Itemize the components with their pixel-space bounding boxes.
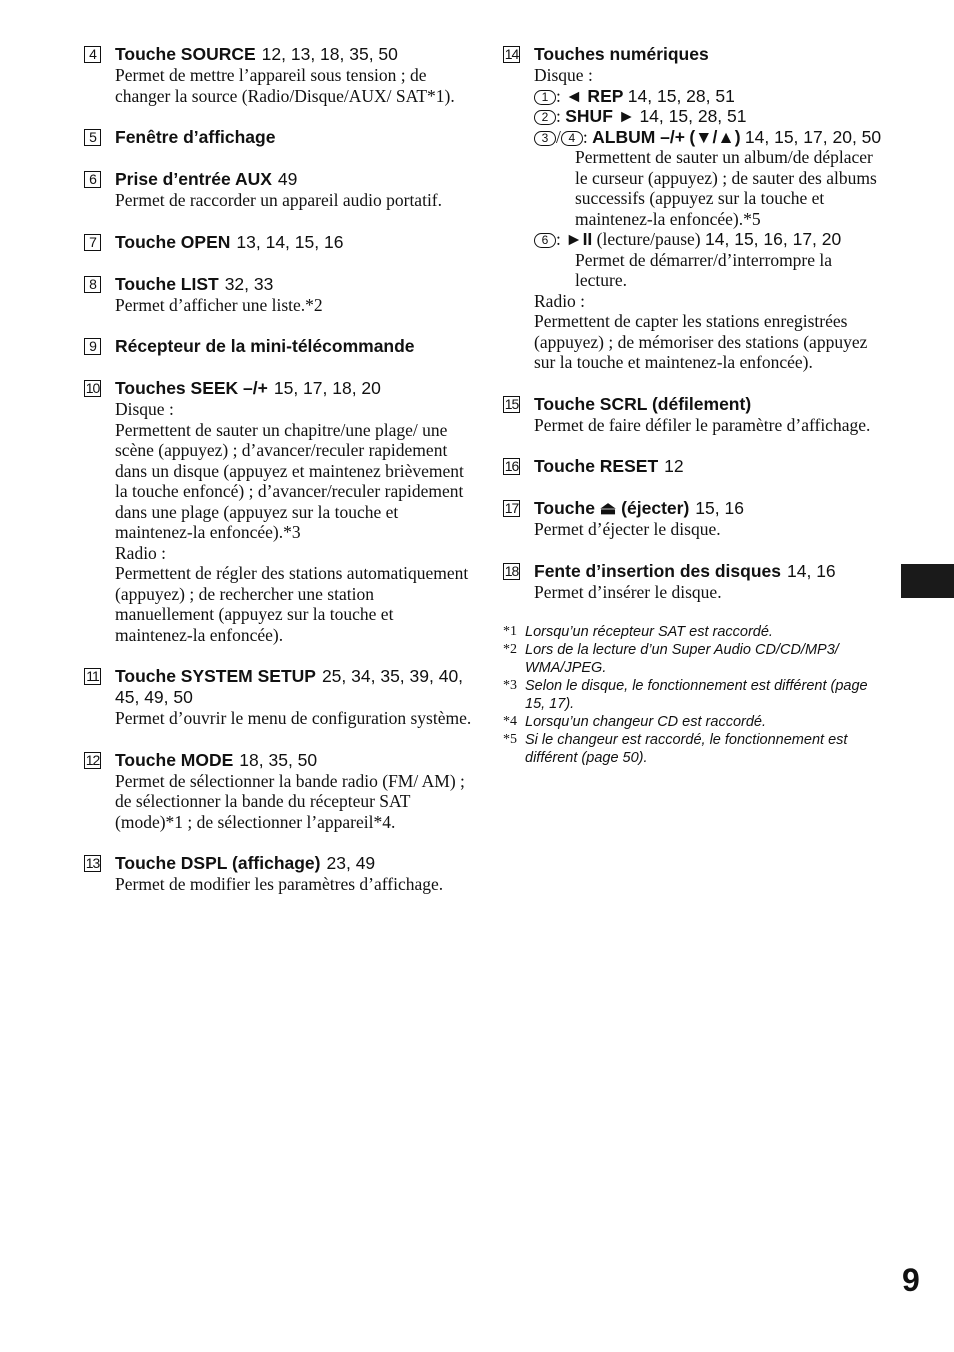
key-6-circle: 6 <box>534 233 556 248</box>
item-pages: 14, 16 <box>787 560 836 581</box>
rep-line: 1 : ◄ REP 14, 15, 28, 51 <box>534 86 888 107</box>
footnote-text: Lorsqu’un récepteur SAT est raccordé. <box>525 624 773 640</box>
item-pages: 12 <box>664 456 684 476</box>
key-4-circle: 4 <box>561 131 583 146</box>
description-line: Permettent de régler des stations automatiquement (appuyez) ; de rechercher une station manuellement (appuyez sur la touche et maintenez-la enfoncée). <box>115 563 469 645</box>
list-item <box>84 378 474 645</box>
item-number-box: 18 <box>504 562 519 579</box>
item-title: Touche DSPL (affichage) <box>115 853 321 873</box>
key-3-circle: 3 <box>534 131 556 146</box>
item-number-box: 10 <box>85 380 100 396</box>
list-item <box>84 336 474 357</box>
item-description <box>534 415 888 436</box>
list-item <box>503 498 888 540</box>
description-line: Permet de modifier les paramètres d’affichage. <box>115 874 444 894</box>
item-description <box>115 65 474 106</box>
description-line: Radio : <box>115 542 167 563</box>
item-description <box>115 874 474 895</box>
footnote <box>503 623 888 641</box>
description-line: Disque : <box>115 399 174 419</box>
shuf-line: 2 : SHUF ► 14, 15, 28, 51 <box>534 106 888 127</box>
item-number-box: 5 <box>84 129 101 146</box>
item-title: Fente d’insertion des disques <box>534 560 781 581</box>
item-title: Fenêtre d’affichage <box>115 127 276 147</box>
footnote-text: Si le changeur est raccordé, le fonctionnement est différent (page 50). <box>525 732 848 766</box>
footnote-text: Lors de la lecture d’un Super Audio CD/CD/MP3/ WMA/JPEG. <box>525 642 839 676</box>
item-title: Touche SOURCE <box>115 44 256 64</box>
description-line: Permet de mettre l’appareil sous tension ; de changer la source (Radio/Disque/AUX/ SAT*1). <box>115 65 455 106</box>
item-pages: 12, 13, 18, 35, 50 <box>261 44 398 64</box>
footnote-mark: *3 <box>503 678 517 693</box>
item-description <box>115 295 474 316</box>
item-description <box>534 582 888 603</box>
footnote-text: Lorsqu’un changeur CD est raccordé. <box>525 714 766 730</box>
footnote-mark: *5 <box>503 732 517 747</box>
item-number-box: 9 <box>84 338 101 355</box>
item-number-box: 16 <box>504 458 519 474</box>
shuf-label: SHUF ► <box>565 106 636 126</box>
list-item <box>84 666 474 729</box>
item-number-box: 14 <box>504 46 519 62</box>
item-description <box>534 65 888 373</box>
section-tab-marker <box>901 564 954 598</box>
list-item <box>503 394 888 436</box>
footnotes <box>503 623 888 767</box>
item-title: Touches SEEK –/+ <box>115 378 268 398</box>
item-pages: 13, 14, 15, 16 <box>236 231 344 252</box>
item-title: Touche LIST <box>115 273 219 294</box>
left-item-list <box>84 44 474 895</box>
item-pages: 23, 49 <box>326 853 376 873</box>
item-numeric-keys <box>503 44 888 373</box>
page-number: 9 <box>902 1262 920 1298</box>
list-item <box>503 561 888 603</box>
item-title: Touche SCRL (défilement) <box>534 393 752 414</box>
description-line: Permet d’insérer le disque. <box>534 581 722 602</box>
footnote <box>503 677 888 713</box>
album-pages: 14, 15, 17, 20, 50 <box>744 126 882 147</box>
item-description <box>115 190 474 211</box>
item-pages: 49 <box>277 169 298 189</box>
list-item <box>84 232 474 253</box>
album-line: 3 / 4 : ALBUM –/+ (▼/▲) 14, 15, 17, 20, 50 <box>534 127 888 148</box>
item-title: Touche RESET <box>534 456 659 476</box>
item-number-box: 15 <box>504 395 519 412</box>
right-item-list <box>503 394 888 603</box>
item-number-box: 6 <box>84 171 101 188</box>
description-line: Permet de sélectionner la bande radio (FM/ AM) ; de sélectionner la bande du récepteur SAT (mode)*1 ; de sélectionner l’appareil*4. <box>115 770 465 832</box>
item-pages: 15, 17, 18, 20 <box>273 378 381 398</box>
item-title: Touche OPEN <box>115 231 231 252</box>
play-pause-icon: ►II <box>565 229 593 249</box>
footnote <box>503 713 888 731</box>
item-number-box: 8 <box>84 276 101 293</box>
item-title: Prise d’entrée AUX <box>115 169 272 189</box>
item-pages: 25, 34, 35, 39, 40, 45, 49, 50 <box>115 666 464 707</box>
item-description <box>115 708 474 729</box>
list-item <box>84 853 474 895</box>
play-pages: 14, 15, 16, 17, 20 <box>705 229 842 249</box>
item-title: Touche MODE <box>115 749 234 770</box>
key-1-circle: 1 <box>534 90 556 105</box>
list-item <box>84 44 474 106</box>
item-title: Touches numériques <box>534 44 709 64</box>
album-label: ALBUM –/+ <box>592 126 685 147</box>
item-number-box: 11 <box>84 668 101 685</box>
footnote-text: Selon le disque, le fonctionnement est différent (page 15, 17). <box>525 678 868 712</box>
description-line: Permet d’ouvrir le menu de configuration système. <box>115 708 472 728</box>
item-number-box: 13 <box>85 855 100 871</box>
footnote-mark: *2 <box>503 642 517 657</box>
rep-label: ◄ REP <box>565 85 624 106</box>
play-line: 6 : ►II (lecture/pause) 14, 15, 16, 17, 20 <box>534 229 888 250</box>
play-label: (lecture/pause) <box>596 229 701 249</box>
album-description: Permettent de sauter un album/de déplacer le curseur (appuyez) ; de sauter des albums successifs (appuyez sur la touche et maintenez-la enfoncée).*5 <box>575 147 877 229</box>
item-pages: 15, 16 <box>695 498 744 518</box>
footnote <box>503 641 888 677</box>
album-arrows: (▼/▲) <box>689 126 741 147</box>
list-item <box>84 169 474 211</box>
list-item <box>84 274 474 316</box>
item-pages: 18, 35, 50 <box>239 749 318 770</box>
rep-pages: 14, 15, 28, 51 <box>627 85 735 106</box>
description-line: Permet de raccorder un appareil audio portatif. <box>115 190 443 210</box>
description-line: Permettent de sauter un chapitre/une plage/ une scène (appuyez) ; d’avancer/reculer rapidement dans un disque (appuyez et maintenez brièvement la touche enfoncé) ; d’avancer/reculer rapidement dans une plage (appuyez sur la touche et maintenez-la enfoncée).*3 <box>115 419 464 542</box>
description-line: Permet de faire défiler le paramètre d’affichage. <box>534 414 871 435</box>
item-description <box>115 399 474 645</box>
footnote <box>503 731 888 767</box>
list-item <box>503 456 888 477</box>
description-line: Permet d’afficher une liste.*2 <box>115 294 323 315</box>
item-number-box: 7 <box>84 234 101 251</box>
footnote-mark: *4 <box>503 714 517 729</box>
right-column <box>503 44 888 767</box>
disc-label: Disque : <box>534 65 593 85</box>
list-item <box>84 750 474 833</box>
key-2-circle: 2 <box>534 110 556 125</box>
play-description: Permet de démarrer/d’interrompre la lecture. <box>575 249 833 290</box>
item-pages: 32, 33 <box>224 273 274 294</box>
left-column <box>84 44 474 916</box>
item-description <box>534 519 888 540</box>
description-line: Permet d’éjecter le disque. <box>534 519 721 539</box>
shuf-pages: 14, 15, 28, 51 <box>639 106 747 126</box>
item-title: Touche ⏏ (éjecter) <box>534 498 690 518</box>
item-number-box: 17 <box>504 500 519 516</box>
item-title: Récepteur de la mini-télécommande <box>115 336 415 356</box>
item-title: Touche SYSTEM SETUP <box>115 666 316 686</box>
radio-description: Permettent de capter les stations enregistrées (appuyez) ; de mémoriser des stations (appuyez sur la touche et maintenez-la enfoncée). <box>534 311 868 372</box>
item-number-box: 12 <box>85 751 100 768</box>
item-number-box: 4 <box>84 46 101 63</box>
footnote-mark: *1 <box>503 624 517 639</box>
album-key-separator: / <box>556 126 561 147</box>
item-description <box>115 771 474 833</box>
radio-label: Radio : <box>534 290 586 311</box>
list-item <box>84 127 474 148</box>
